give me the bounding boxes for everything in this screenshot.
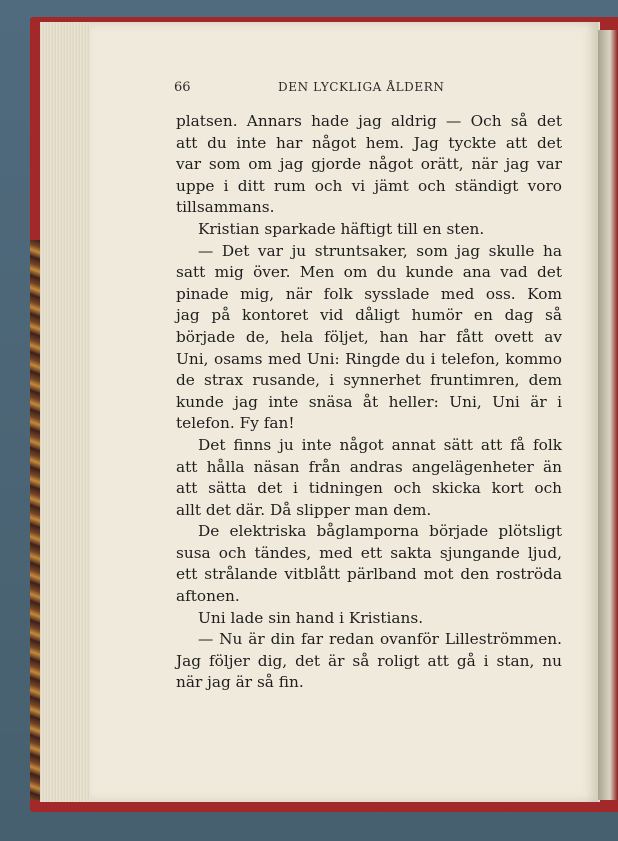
text-line: var som om jag gjorde något orätt, när jag var [176, 155, 562, 174]
text-line: ett strålande vitblått pärlband mot den roströda [176, 565, 562, 584]
text-line: telefon. Fy fan! [176, 414, 295, 433]
text-line: Det finns ju inte något annat sätt att få folk [198, 435, 562, 454]
text-line: att hålla näsan från andras angelägenheter än [176, 457, 562, 476]
text-line: allt det där. Då slipper man dem. [176, 500, 432, 519]
text-line: uppe i ditt rum och vi jämt och ständigt voro [176, 176, 562, 195]
text-line: — Nu är din far redan ovanför Lilleströmmen. [198, 630, 562, 649]
text-line: började de, hela följet, han har fått ovett av [176, 327, 562, 346]
text-line: att du inte har något hem. Jag tyckte att det [176, 133, 562, 152]
text-line: susa och tändes, med ett sakta sjungande ljud, [176, 543, 562, 562]
text-line: platsen. Annars hade jag aldrig — Och så det [176, 112, 562, 130]
text-line: Uni, osams med Uni: Ringde du i telefon, kommo [176, 349, 562, 368]
text-line: de strax rusande, i synnerhet fruntimren, dem [176, 371, 562, 390]
text-line: att sätta det i tidningen och skicka kort och [176, 479, 562, 498]
text-line: De elektriska båglamporna började plötsligt [198, 522, 562, 541]
text-line: jag på kontoret vid dåligt humör en dag så [176, 306, 562, 325]
text-line: tillsammans. [176, 198, 275, 217]
text-line: — Det var ju struntsaker, som jag skulle ha [198, 241, 562, 260]
page-number: 66 [174, 80, 191, 95]
facing-page-edge [598, 30, 618, 800]
text-line: när jag är så fin. [176, 673, 304, 692]
text-line: pinade mig, när folk sysslade med oss. Kom [176, 284, 562, 303]
text-line: satt mig över. Men om du kunde ana vad det [176, 263, 562, 282]
text-line: Kristian sparkade häftigt till en sten. [198, 219, 485, 238]
page-header [174, 80, 564, 100]
text-line: aftonen. [176, 587, 240, 606]
text-line: kunde jag inte snäsa åt heller: Uni, Uni är i [176, 392, 562, 411]
text-line: Uni lade sin hand i Kristians. [198, 608, 424, 627]
text-line: Jag följer dig, det är så roligt att gå i stan, nu [176, 651, 562, 670]
body-text [176, 111, 562, 694]
running-title: DEN LYCKLIGA ÅLDERN [278, 80, 445, 94]
marbled-cover-edge [30, 240, 40, 800]
